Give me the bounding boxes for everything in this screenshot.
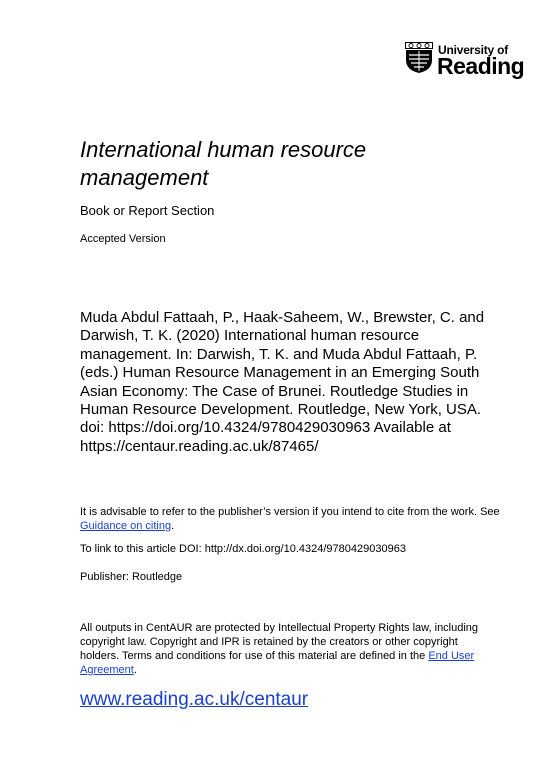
logo-line-2: Reading (437, 53, 525, 79)
citation-advice (80, 505, 500, 533)
rights-statement (80, 621, 500, 677)
publisher: Publisher: Routledge (80, 571, 183, 583)
centaur-site-link[interactable]: www.reading.ac.uk/centaur (80, 689, 309, 710)
university-logo (405, 42, 525, 82)
document-type: Book or Report Section (80, 203, 215, 218)
document-title: International human resource management (80, 137, 367, 190)
advice-end: . (171, 520, 175, 532)
citation: Muda Abdul Fattaah, P., Haak-Saheem, W., Brewster, C. and Darwish, T. K. (2020) International human resource management. In: Darwish, T. K. and Muda Abdul Fattaah, P. (eds.) Human Resource Management in an Emerging South Asian Economy: The Case of Brunei. Routledge Studies in Human Resource Development. Routledge, New York, USA. doi: https://doi.org/10.4324/9780429030963 Available at https://centaur.reading.ac.uk/87465/ (80, 309, 485, 455)
rights-end: . (133, 664, 137, 676)
rights-text: All outputs in CentAUR are protected by Intellectual Property Rights law, including copyright law. Copyright and IPR is retained by the creators or other copyright holders. Terms and conditions for use of this material are defined in the (80, 622, 479, 662)
guidance-on-citing-link[interactable]: Guidance on citing (80, 520, 172, 532)
advice-text: It is advisable to refer to the publisher’s version if you intend to cite from the work. See (80, 506, 500, 518)
doi-line: To link to this article DOI: http://dx.doi.org/10.4324/9780429030963 (80, 543, 406, 555)
crest-icon (405, 42, 433, 74)
end-user-agreement-link[interactable]: End User Agreement (80, 650, 475, 676)
document-version: Accepted Version (80, 233, 166, 245)
logo-line-1: University of (438, 43, 509, 57)
